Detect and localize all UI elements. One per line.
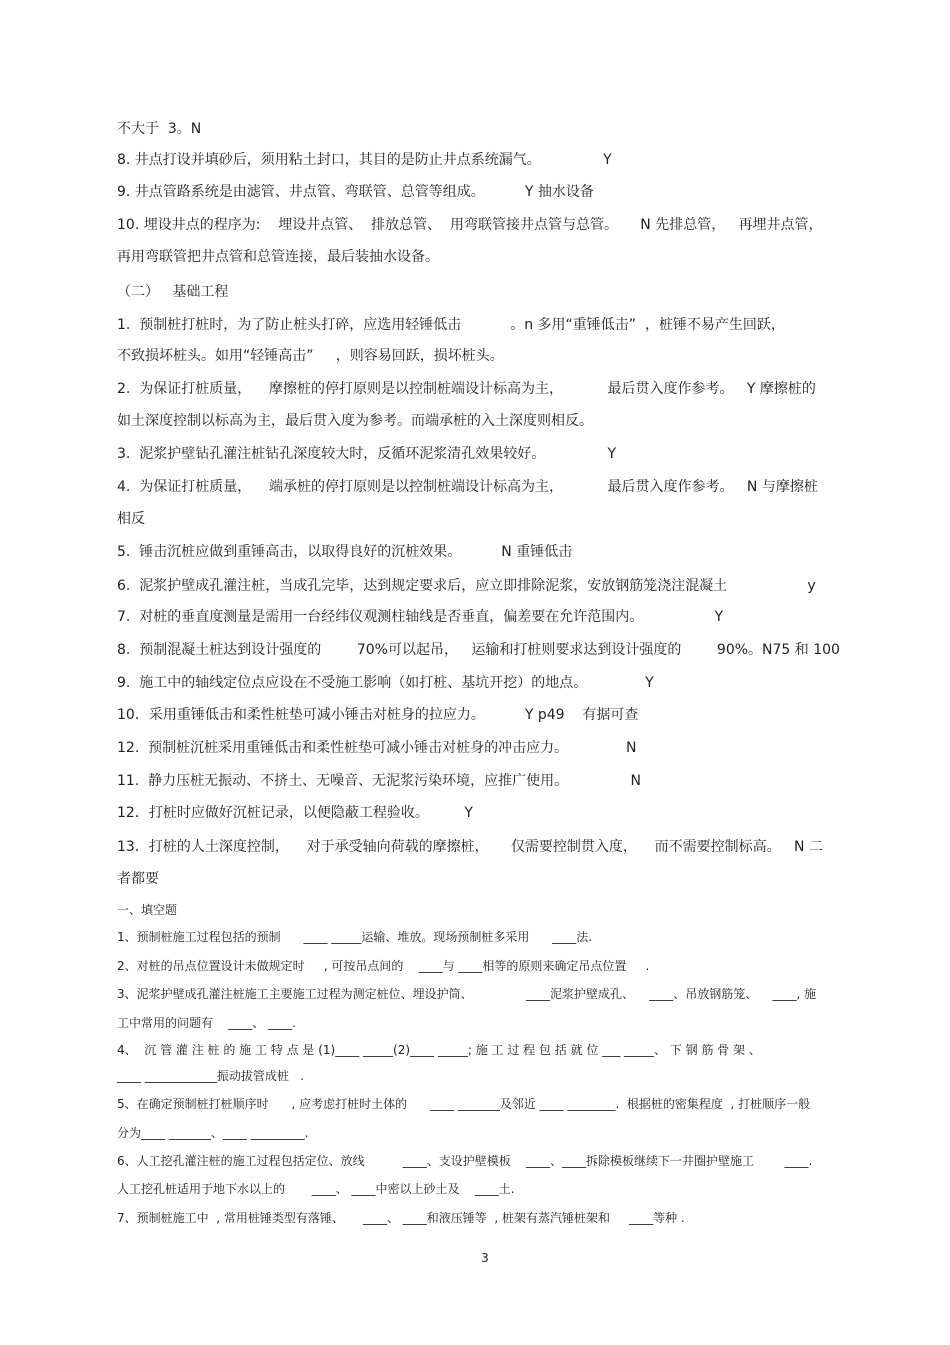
fill-line: ____ ____________振动拔管成桩 . bbox=[117, 1069, 305, 1083]
text-line: 12. 预制桩沉桩采用重锤低击和柔性桩垫可减小锤击对桩身的冲击应力。 N bbox=[117, 740, 637, 756]
text-line: 1. 预制桩打桩时，为了防止桩头打碎，应选用轻锤低击 。n 多用“重锤低击” ，桩锤不易产生回跃， bbox=[117, 317, 785, 333]
text-line: 7. 对桩的垂直度测量是需用一台经纬仪观测柱轴线是否垂直，偏差要在允许范围内。 Y bbox=[117, 609, 724, 625]
fill-line: 分为____ _______、____ _________. bbox=[117, 1126, 309, 1140]
text-line: 9. 井点管路系统是由滤管、井点管、弯联管、总管等组成。 Y 抽水设备 bbox=[117, 184, 594, 200]
text-line: 4. 为保证打桩质量， 端承桩的停打原则是以控制桩端设计标高为主， 最后贯入度作参考。 N 与摩擦桩 bbox=[117, 479, 818, 495]
section-heading: （二） 基础工程 bbox=[117, 284, 229, 300]
page-number: 3 bbox=[481, 1251, 489, 1265]
fill-line: 3、泥浆护壁成孔灌注桩施工主要施工过程为测定桩位、埋设护筒、 ____泥浆护壁成孔、 ____、吊放钢筋笼、 ____, 施 bbox=[117, 987, 817, 1001]
text-line: 再用弯联管把井点管和总管连接，最后装抽水设备。 bbox=[117, 249, 439, 265]
text-line: 8. 预制混凝土桩达到设计强度的 70%可以起吊， 运输和打桩则要求达到设计强度的 90%。N75 和 100 bbox=[117, 642, 840, 658]
text-line: 9. 施工中的轴线定位点应设在不受施工影响（如打桩、基坑开挖）的地点。 Y bbox=[117, 675, 654, 691]
text-line: 6. 泥浆护壁成孔灌注桩，当成孔完毕，达到规定要求后，应立即排除泥浆，安放钢筋笼浇注混凝土 y bbox=[117, 578, 816, 594]
fill-line: 5、在确定预制桩打桩顺序时 , 应考虑打桩时土体的 ____ _______及邻近 ____ ________. 根据桩的密集程度 , 打桩顺序一般 bbox=[117, 1097, 811, 1111]
fill-line: 1、预制桩施工过程包括的预制 ____ _____运输、堆放。现场预制桩多采用 ____法. bbox=[117, 930, 593, 944]
text-line: 不致损坏桩头。如用“轻锤高击” ，则容易回跃，损坏桩头。 bbox=[117, 348, 504, 364]
text-line: 不大于 3。N bbox=[117, 121, 202, 137]
text-line: 相反 bbox=[117, 511, 145, 527]
fill-line: 7、预制桩施工中 , 常用桩锤类型有落锤、 ____、 ____和液压锤等 , 桩架有蒸汽锤桩架和 ____等种 . bbox=[117, 1211, 685, 1225]
fill-line: 工中常用的问题有 ____、 ____. bbox=[117, 1016, 296, 1030]
text-line: 8. 井点打设并填砂后，须用粘土封口，其目的是防止井点系统漏气。 Y bbox=[117, 152, 612, 168]
text-line: 10. 埋设井点的程序为: 埋设井点管、 排放总管、 用弯联管接井点管与总管。 N 先排总管， 再埋井点管， bbox=[117, 217, 823, 233]
text-line: 5. 锤击沉桩应做到重锤高击，以取得良好的沉桩效果。 N 重锤低击 bbox=[117, 544, 573, 560]
text-line: 者都要 bbox=[117, 871, 159, 887]
text-line: 12．打桩时应做好沉桩记录，以便隐蔽工程验收。 Y bbox=[117, 805, 473, 821]
text-line: 如土深度控制以标高为主，最后贯入度为参考。而端承桩的入土深度则相反。 bbox=[117, 413, 593, 429]
fill-line: 6、人工挖孔灌注桩的施工过程包括定位、放线 ____、支设护壁模板 ____、____拆除模板继续下一井圈护壁施工 ____. bbox=[117, 1154, 813, 1168]
text-line: 11. 静力压桩无振动、不挤土、无噪音、无泥浆污染环境，应推广使用。 N bbox=[117, 773, 641, 789]
fill-line: 2、对桩的吊点位置设计未做规定时 , 可按吊点间的 ____与 ____相等的原则来确定吊点位置 . bbox=[117, 959, 650, 973]
text-line: 2. 为保证打桩质量， 摩擦桩的停打原则是以控制桩端设计标高为主， 最后贯入度作参考。 Y 摩擦桩的 bbox=[117, 381, 816, 397]
text-line: 3. 泥浆护壁钻孔灌注桩钻孔深度较大时，反循环泥浆清孔效果较好。 Y bbox=[117, 446, 617, 462]
text-line: 10．采用重锤低击和柔性桩垫可减小锤击对桩身的拉应力。 Y p49 有据可查 bbox=[117, 707, 639, 723]
text-line: 13．打桩的人土深度控制， 对于承受轴向荷载的摩擦桩， 仅需要控制贯入度， 而不需要控制标高。 N 二 bbox=[117, 839, 823, 855]
fill-section-heading: 一、填空题 bbox=[117, 903, 178, 917]
fill-line: 人工挖孔桩适用于地下水以上的 ____、 ____中密以上砂土及 ____土. bbox=[117, 1182, 515, 1196]
fill-line: 4、 沉 管 灌 注 桩 的 施 工 特 点 是 (1)____ _____(2)____ _____; 施 工 过 程 包 括 就 位 ___ _____、 下 钢 筋 骨 架 、 bbox=[117, 1043, 761, 1057]
